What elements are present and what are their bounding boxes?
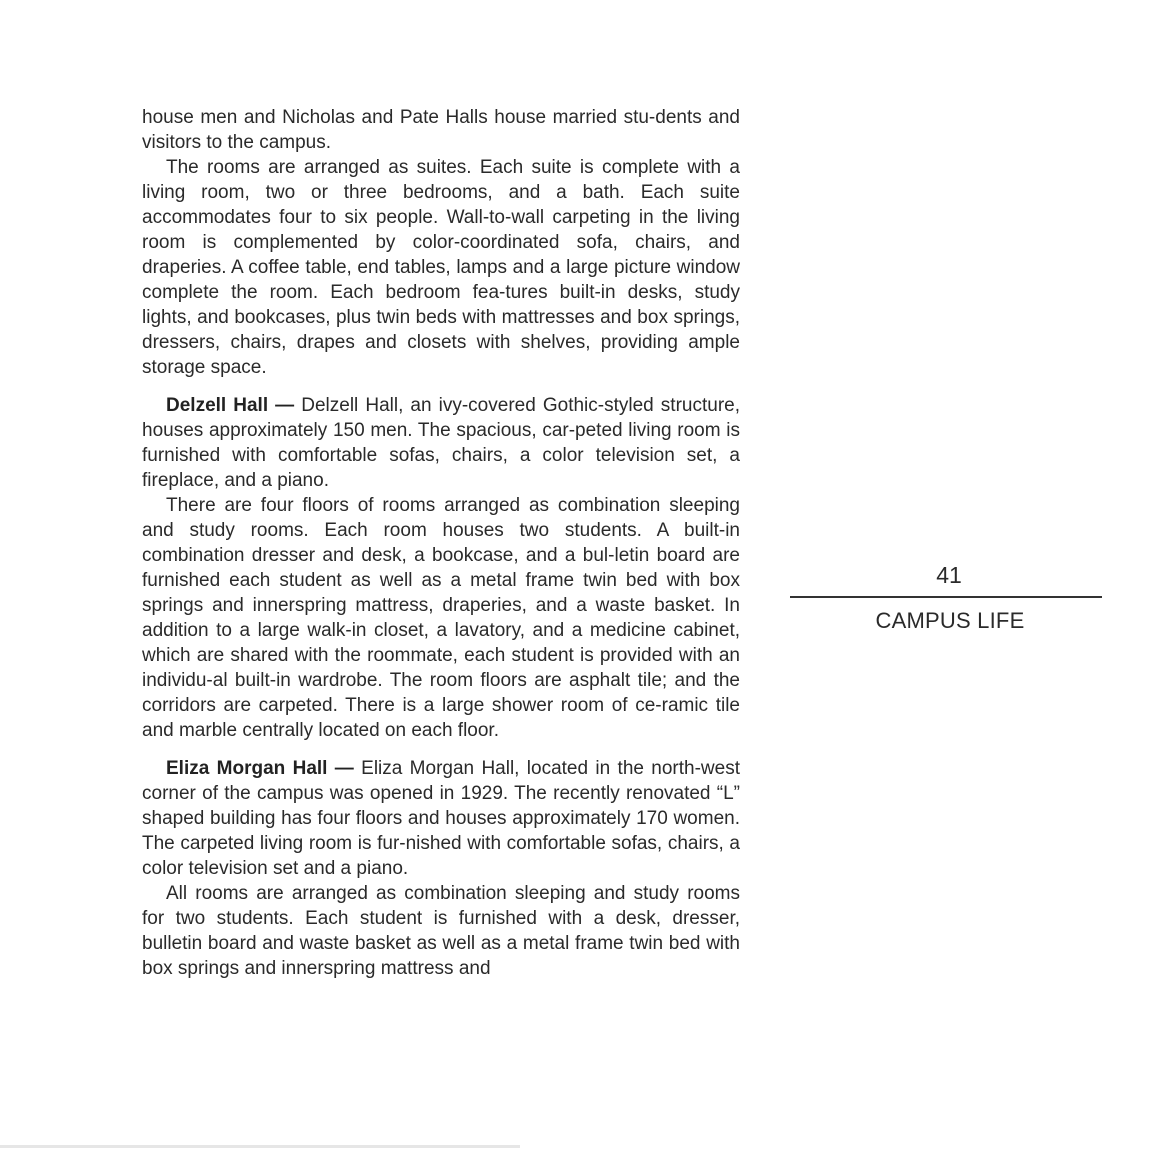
section-label: CAMPUS LIFE: [875, 608, 1025, 633]
eliza-morgan-hall-heading: Eliza Morgan Hall —: [166, 758, 354, 779]
paragraph-delzell-hall: [142, 393, 740, 493]
scan-edge-line: [0, 1145, 520, 1148]
page-number: 41: [936, 562, 962, 588]
paragraph-eliza-rooms: All rooms are arranged as combination sleeping and study rooms for two students. Each student is furnished with a desk, dresser, bulletin board and waste basket as well as a metal frame twin bed with box springs and innerspring mattress and: [142, 883, 740, 979]
eliza-morgan-hall-text: Eliza Morgan Hall, located in the north-west corner of the campus was opened in 1929. The recently renovated “L” shaped building has four floors and houses approximately 170 women. The carpeted living room is fur-nished with comfortable sofas, chairs, a color television set and a piano.: [142, 758, 741, 879]
paragraph-continuation: house men and Nicholas and Pate Halls house married stu-dents and visitors to the campus.: [142, 107, 740, 153]
side-header: [790, 560, 1102, 636]
paragraph-delzell-rooms: There are four floors of rooms arranged as combination sleeping and study rooms. Each room houses two students. A built-in combination dresser and desk, a bookcase, and a bul-letin board are furnished each student as well as a metal frame twin bed with box springs and innerspring mattress, draperies, and a waste basket. In addition to a large walk-in closet, a lavatory, and a medicine cabinet, which are shared with the roommate, each student is provided with an individu-al built-in wardrobe. The room floors are asphalt tile; and the corridors are carpeted. There is a large shower room of ce-ramic tile and marble centrally located on each floor.: [142, 495, 740, 741]
paragraph-suites: The rooms are arranged as suites. Each suite is complete with a living room, two or three bedrooms, and a bath. Each suite accommodates four to six people. Wall-to-wall carpeting in the living room is complemented by color-coordinated sofa, chairs, and draperies. A coffee table, end tables, lamps and a large picture window complete the room. Each bedroom fea-tures built-in desks, study lights, and bookcases, plus twin beds with mattresses and box springs, dressers, chairs, drapes and closets with shelves, providing ample storage space.: [142, 157, 740, 378]
divider: [790, 596, 1102, 598]
delzell-hall-text: Delzell Hall, an ivy-covered Gothic-styled structure, houses approximately 150 men. The spacious, car-peted living room is furnished with comfortable sofas, chairs, a color television set, a fireplace, and a piano.: [142, 395, 740, 491]
paragraph-eliza-morgan-hall: [142, 756, 740, 881]
delzell-hall-heading: Delzell Hall —: [166, 395, 295, 416]
body-text: [142, 105, 740, 981]
